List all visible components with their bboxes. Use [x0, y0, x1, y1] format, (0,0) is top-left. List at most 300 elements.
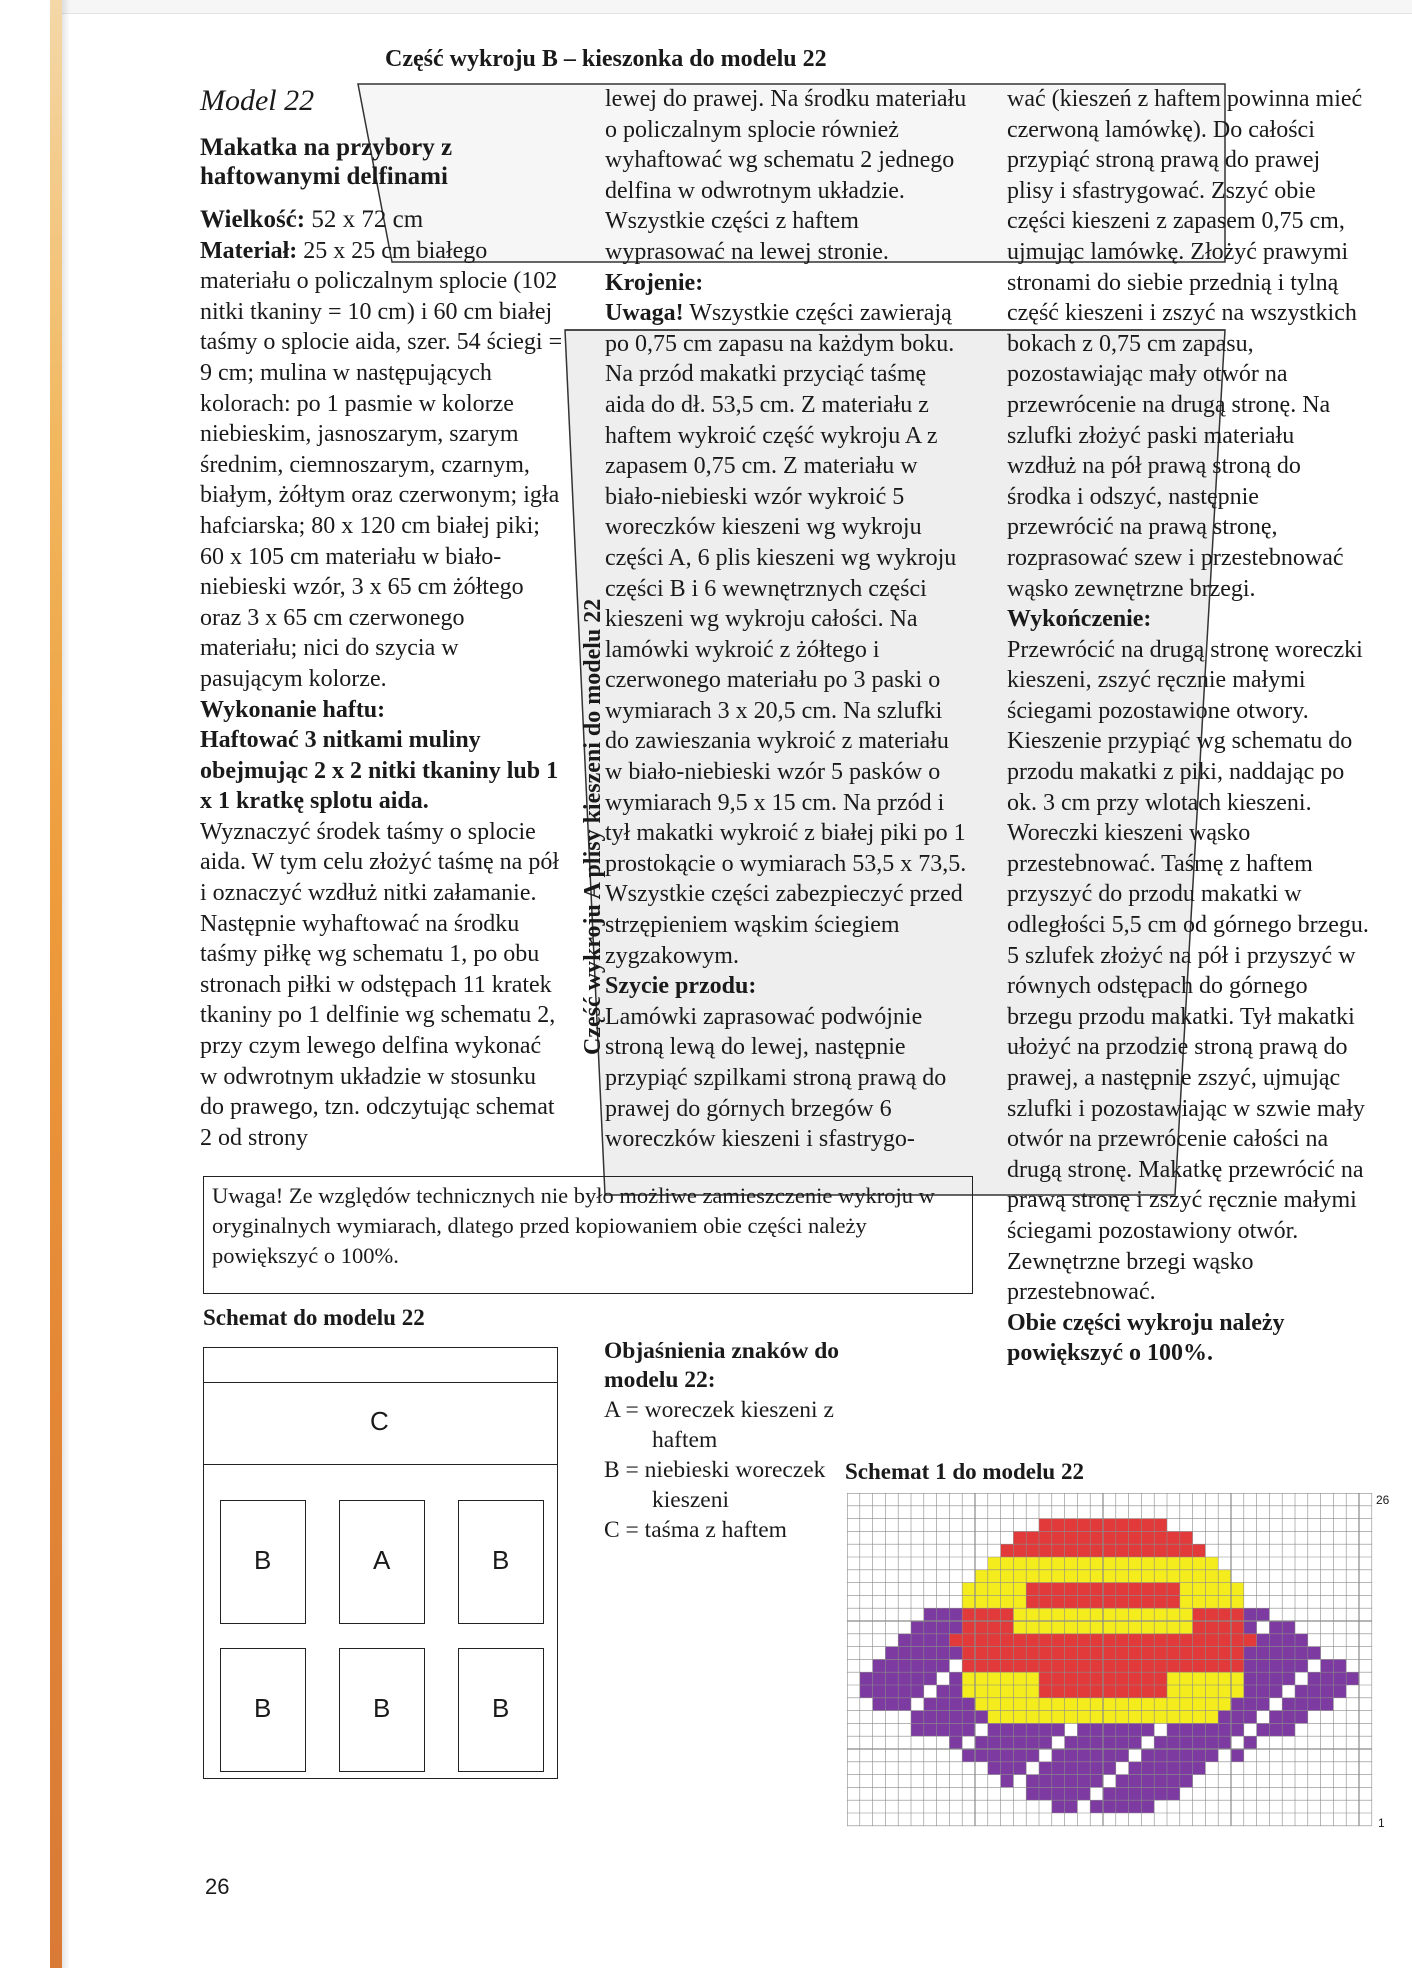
stitch-cell [975, 1621, 988, 1634]
stitch-cell [1052, 1672, 1065, 1685]
stitch-cell [1026, 1775, 1039, 1788]
stitch-cell [1026, 1659, 1039, 1672]
material-text: 25 x 25 cm białego materiału o policzalnym splocie (102 nitki tkaniny = 10 cm) i 60 cm białej taśmy o splocie aida, szer. 54 ściegi = 9 cm; mulina w następujących kolorach: po 1 pasmie w kolorze niebieskim, jasnoszarym, szarym średnim, ciemnoszarym, czarnym, białym, żółtym oraz czerwonym; igła hafciarska; 80 x 120 cm białej piki; 60 x 105 cm materiału w biało-niebieski wzór, 3 x 65 cm żółtego oraz 3 x 65 cm czerwonego materiału; nici do szycia w pasującym kolorze. [200, 237, 563, 692]
stitch-cell [1269, 1659, 1282, 1672]
stitch-cell [1090, 1698, 1103, 1711]
stitch-cell [1231, 1685, 1244, 1698]
stitch-cell [1205, 1698, 1218, 1711]
stitch-cell [1308, 1672, 1321, 1685]
stitch-cell [1231, 1698, 1244, 1711]
stitch-cell [1026, 1749, 1039, 1762]
stitch-cell [1039, 1698, 1052, 1711]
stitch-cell [1129, 1544, 1142, 1557]
stitch-cell [949, 1685, 962, 1698]
stitch-cell [1193, 1685, 1206, 1698]
stitch-cell [1193, 1723, 1206, 1736]
stitch-cell [1065, 1736, 1078, 1749]
stitch-cell [1039, 1519, 1052, 1532]
stitch-cell [1141, 1672, 1154, 1685]
legend [604, 1337, 874, 1545]
stitch-cell [1129, 1557, 1142, 1570]
stitch-cell [1026, 1647, 1039, 1660]
stitch-cell [1090, 1634, 1103, 1647]
stitch-cell [1244, 1634, 1257, 1647]
stitch-cell [1193, 1570, 1206, 1583]
stitch-cell [1193, 1672, 1206, 1685]
stitch-cell [1129, 1723, 1142, 1736]
stitch-cell [1129, 1621, 1142, 1634]
stitch-cell [1141, 1749, 1154, 1762]
stitch-cell [1052, 1519, 1065, 1532]
material-label: Materiał: [200, 237, 298, 264]
stitch-cell [1218, 1672, 1231, 1685]
stitch-cell [1052, 1659, 1065, 1672]
stitch-cell [975, 1736, 988, 1749]
stitch-cell [1141, 1647, 1154, 1660]
stitch-cell [1154, 1583, 1167, 1596]
stitch-cell [1039, 1621, 1052, 1634]
stitch-cell [1077, 1672, 1090, 1685]
stitch-cell [1321, 1659, 1334, 1672]
stitch-cell [1295, 1634, 1308, 1647]
stitch-cell [975, 1749, 988, 1762]
stitch-cell [1090, 1608, 1103, 1621]
stitch-cell [1090, 1659, 1103, 1672]
stitch-cell [1218, 1711, 1231, 1724]
stitch-cell [1231, 1621, 1244, 1634]
stitch-cell [1141, 1595, 1154, 1608]
stitch-cell [988, 1659, 1001, 1672]
stitch-cell [1193, 1595, 1206, 1608]
stitch-cell [1090, 1711, 1103, 1724]
stitch-cell [1116, 1544, 1129, 1557]
stitch-cell [924, 1647, 937, 1660]
stitch-cell [1116, 1647, 1129, 1660]
stitch-cell [911, 1685, 924, 1698]
stitch-cell [873, 1672, 886, 1685]
stitch-cell [1218, 1595, 1231, 1608]
stitch-cell [1065, 1519, 1078, 1532]
stitch-cell [1103, 1608, 1116, 1621]
stitch-cell [1257, 1698, 1270, 1711]
stitch-cell [1026, 1634, 1039, 1647]
stitch-cell [1257, 1647, 1270, 1660]
stitch-cell [1001, 1698, 1014, 1711]
stitch-cell [1065, 1672, 1078, 1685]
stitch-cell [1090, 1583, 1103, 1596]
stitch-cell [1103, 1685, 1116, 1698]
stitch-cell [1077, 1685, 1090, 1698]
stitch-cell [1154, 1621, 1167, 1634]
stitch-cell [1103, 1762, 1116, 1775]
stitch-cell [1205, 1749, 1218, 1762]
stitch-cell [1141, 1659, 1154, 1672]
stitch-cell [1039, 1634, 1052, 1647]
stitch-cell [1129, 1634, 1142, 1647]
stitch-cell [1116, 1595, 1129, 1608]
stitch-cell [873, 1685, 886, 1698]
stitch-cell [1090, 1647, 1103, 1660]
stitch-cell [1077, 1583, 1090, 1596]
stitch-cell [1103, 1621, 1116, 1634]
assembly-paragraph: wać (kieszeń z haftem powinna mieć czerwoną lamówkę). Do całości przypiąć stroną prawą do prawej plisy i sfastrygować. Zszyć obie części kieszeni z zapasem 0,75 cm, ujmując lamówkę. Złożyć prawymi stronami do siebie przednią i tylną część kieszeni i zszyć na wszystkich bokach z 0,75 cm zapasu, pozostawiając mały otwór na przewrócenie na drugą stronę. Na szlufki złożyć paski materiału wzdłuż na pół prawą stroną do środka i odszyć, następnie przewrócić na prawą stronę, rozprasować szew i przestebnować wąsko zewnętrzne brzegi. [1007, 86, 1363, 602]
stitch-cell [1116, 1800, 1129, 1813]
stitch-cell [1167, 1685, 1180, 1698]
stitch-cell [1077, 1762, 1090, 1775]
stitch-cell [937, 1621, 950, 1634]
stitch-cell [1167, 1659, 1180, 1672]
stitch-cell [1193, 1557, 1206, 1570]
stitch-cell [1129, 1800, 1142, 1813]
stitch-cell [1295, 1685, 1308, 1698]
stitch-cell [1218, 1570, 1231, 1583]
stitch-cell [1090, 1762, 1103, 1775]
stitch-cell [1013, 1583, 1026, 1596]
stitch-cell [1129, 1685, 1142, 1698]
stitch-cell [1116, 1672, 1129, 1685]
stitch-cell [988, 1583, 1001, 1596]
stitch-cell [1039, 1647, 1052, 1660]
stitch-cell [1193, 1762, 1206, 1775]
stitch-cell [1205, 1583, 1218, 1596]
stitch-cell [1026, 1621, 1039, 1634]
stitch-cell [1205, 1685, 1218, 1698]
size-line [200, 205, 564, 236]
stitch-cell [1231, 1749, 1244, 1762]
stitch-cell [962, 1595, 975, 1608]
model-title: Model 22 [200, 84, 315, 117]
stitch-cell [1116, 1659, 1129, 1672]
stitch-cell [1244, 1711, 1257, 1724]
stitch-cell [1141, 1519, 1154, 1532]
stitch-cell [1269, 1672, 1282, 1685]
stitch-cell [1116, 1775, 1129, 1788]
stitch-cell [1065, 1634, 1078, 1647]
stitch-cell [1231, 1583, 1244, 1596]
stitch-cell [898, 1672, 911, 1685]
stitch-cell [988, 1723, 1001, 1736]
stitch-cell [1154, 1749, 1167, 1762]
pattern-b-title: Część wykroju B – kieszonka do modelu 22 [385, 46, 827, 72]
column-1 [200, 133, 564, 1153]
stitch-cell [937, 1608, 950, 1621]
stitch-cell [1295, 1647, 1308, 1660]
stitch-cell [885, 1659, 898, 1672]
stitch-cell [1116, 1685, 1129, 1698]
stitch-cell [988, 1595, 1001, 1608]
stitch-cell [1167, 1762, 1180, 1775]
stitch-cell [1321, 1685, 1334, 1698]
stitch-cell [1052, 1608, 1065, 1621]
stitch-cell [911, 1634, 924, 1647]
stitch-cell [1282, 1659, 1295, 1672]
stitch-cell [1218, 1723, 1231, 1736]
stitch-cell [924, 1723, 937, 1736]
stitch-cell [1333, 1685, 1346, 1698]
stitch-cell [1231, 1608, 1244, 1621]
stitch-cell [1026, 1570, 1039, 1583]
stitch-cell [1001, 1595, 1014, 1608]
stitch-cell [937, 1723, 950, 1736]
stitch-cell [937, 1698, 950, 1711]
stitch-cell [1077, 1531, 1090, 1544]
stitch-cell [1039, 1723, 1052, 1736]
stitch-cell [962, 1634, 975, 1647]
stitch-cell [1141, 1583, 1154, 1596]
stitch-cell [1154, 1736, 1167, 1749]
stitch-cell [1103, 1659, 1116, 1672]
stitch-cell [1193, 1621, 1206, 1634]
stitch-cell [988, 1749, 1001, 1762]
stitch-cell [1116, 1698, 1129, 1711]
pocket-a: A [339, 1500, 425, 1624]
stitch-cell [1129, 1519, 1142, 1532]
pocket-b-5: B [458, 1648, 544, 1772]
stitch-cell [1039, 1762, 1052, 1775]
stitch-cell [1167, 1749, 1180, 1762]
stitch-cell [988, 1557, 1001, 1570]
stitch-cell [1167, 1698, 1180, 1711]
stitch-cell [1013, 1749, 1026, 1762]
stitch-cell [1103, 1519, 1116, 1532]
stitch-cell [1065, 1544, 1078, 1557]
stitch-cell [1167, 1570, 1180, 1583]
stitch-cell [1167, 1621, 1180, 1634]
stitch-cell [1205, 1608, 1218, 1621]
stitch-cell [1180, 1685, 1193, 1698]
pocket-b-3: B [220, 1648, 306, 1772]
stitch-cell [949, 1621, 962, 1634]
stitch-cell [1154, 1685, 1167, 1698]
stitch-cell [975, 1698, 988, 1711]
product-title: Makatka na przybory z haftowanymi delfinami [200, 134, 453, 190]
stitch-cell [860, 1685, 873, 1698]
stitch-cell [1039, 1570, 1052, 1583]
stitch-cell [975, 1711, 988, 1724]
stitch-cell [1077, 1621, 1090, 1634]
stitch-cell [949, 1698, 962, 1711]
stitch-cell [1180, 1608, 1193, 1621]
schema-top-band [204, 1348, 557, 1383]
stitch-cell [1103, 1736, 1116, 1749]
stitch-cell [1218, 1621, 1231, 1634]
stitch-cell [1308, 1647, 1321, 1660]
stitch-cell [1077, 1787, 1090, 1800]
stitch-cell [988, 1647, 1001, 1660]
stitch-cell [1141, 1634, 1154, 1647]
stitch-cell [1257, 1634, 1270, 1647]
stitch-cell [1013, 1723, 1026, 1736]
stitch-cell [1129, 1608, 1142, 1621]
stitch-cell [898, 1659, 911, 1672]
stitch-cell [1141, 1557, 1154, 1570]
stitch-cell [1039, 1595, 1052, 1608]
stitch-cell [949, 1634, 962, 1647]
stitch-cell [1116, 1608, 1129, 1621]
stitch-cell [1001, 1557, 1014, 1570]
stitch-cell [1180, 1634, 1193, 1647]
stitch-cell [1026, 1698, 1039, 1711]
stitch-cell [1001, 1749, 1014, 1762]
stitch-cell [1090, 1685, 1103, 1698]
stitch-cell [1167, 1775, 1180, 1788]
stitch-cell [924, 1634, 937, 1647]
stitch-cell [1052, 1749, 1065, 1762]
stitch-cell [1167, 1595, 1180, 1608]
stitch-cell [1001, 1711, 1014, 1724]
stitch-cell [1039, 1672, 1052, 1685]
stitch-cell [1065, 1659, 1078, 1672]
stitch-cell [1065, 1531, 1078, 1544]
stitch-cell [1141, 1723, 1154, 1736]
stitch-cell [1090, 1736, 1103, 1749]
stitch-cell [962, 1711, 975, 1724]
stitch-cell [1154, 1570, 1167, 1583]
material-paragraph [200, 236, 564, 695]
stitch-cell [1065, 1595, 1078, 1608]
stitch-cell [1141, 1531, 1154, 1544]
stitch-cell [1154, 1698, 1167, 1711]
stitch-cell [1141, 1544, 1154, 1557]
stitch-cell [962, 1608, 975, 1621]
stitch-cell [1141, 1787, 1154, 1800]
stitch-cell [1001, 1621, 1014, 1634]
stitch-cell [1116, 1621, 1129, 1634]
stitch-cell [1129, 1659, 1142, 1672]
stitch-cell [1052, 1698, 1065, 1711]
schema-title: Schemat do modelu 22 [203, 1305, 425, 1330]
stitch-cell [1077, 1736, 1090, 1749]
stitch-cell [1154, 1672, 1167, 1685]
stitch-cell [1103, 1583, 1116, 1596]
stitch-cell [1090, 1531, 1103, 1544]
stitch-cell [1116, 1787, 1129, 1800]
stitch-cell [1154, 1647, 1167, 1660]
stitch-cell [1154, 1531, 1167, 1544]
stitch-cell [1090, 1544, 1103, 1557]
stitch-cell [949, 1736, 962, 1749]
stitch-cell [1065, 1583, 1078, 1596]
stitch-cell [1013, 1531, 1026, 1544]
stitch-cell [1077, 1711, 1090, 1724]
stitch-cell [975, 1659, 988, 1672]
stitch-cell [1039, 1544, 1052, 1557]
stitch-cell [1193, 1608, 1206, 1621]
stitch-cell [1154, 1711, 1167, 1724]
grid-bottom-number: 1 [1378, 1816, 1385, 1830]
stitch-cell [911, 1672, 924, 1685]
stitch-cell [1039, 1685, 1052, 1698]
stitch-cell [988, 1698, 1001, 1711]
grid-title: Schemat 1 do modelu 22 [845, 1459, 1084, 1484]
stitch-cell [1167, 1711, 1180, 1724]
stitch-cell [1103, 1595, 1116, 1608]
stitch-cell [1116, 1557, 1129, 1570]
stitch-cell [911, 1711, 924, 1724]
stitch-cell [1065, 1570, 1078, 1583]
stitch-cell [1180, 1583, 1193, 1596]
stitch-cell [962, 1672, 975, 1685]
stitch-cell [1013, 1634, 1026, 1647]
stitch-cell [1052, 1557, 1065, 1570]
stitch-cell [1103, 1557, 1116, 1570]
sewing-heading: Szycie przodu: [605, 973, 757, 1000]
stitch-cell [1026, 1557, 1039, 1570]
stitch-cell [1321, 1698, 1334, 1711]
stitch-cell [1231, 1595, 1244, 1608]
stitch-cell [937, 1711, 950, 1724]
stitch-cell [898, 1698, 911, 1711]
stitch-cell [1039, 1736, 1052, 1749]
stitch-cell [1269, 1647, 1282, 1660]
stitch-cell [1205, 1659, 1218, 1672]
stitch-cell [1218, 1698, 1231, 1711]
stitch-cell [975, 1672, 988, 1685]
stitch-cell [1001, 1723, 1014, 1736]
stitch-cell [1129, 1672, 1142, 1685]
stitch-cell [1167, 1634, 1180, 1647]
stitch-cell [1077, 1544, 1090, 1557]
stitch-cell [1333, 1672, 1346, 1685]
stitch-cell [898, 1685, 911, 1698]
stitch-cell [1205, 1557, 1218, 1570]
stitch-cell [975, 1685, 988, 1698]
stitch-cell [1193, 1698, 1206, 1711]
stitch-cell [1193, 1647, 1206, 1660]
stitch-cell [1244, 1685, 1257, 1698]
stitch-cell [1154, 1634, 1167, 1647]
stitch-cell [1077, 1659, 1090, 1672]
stitch-cell [1193, 1659, 1206, 1672]
column-2 [605, 84, 967, 1155]
stitch-cell [1244, 1672, 1257, 1685]
legend-item-c: C = taśma z haftem [604, 1517, 787, 1543]
stitch-cell [1257, 1608, 1270, 1621]
stitch-cell [1282, 1711, 1295, 1724]
stitch-cell [1193, 1736, 1206, 1749]
stitch-cell [1282, 1647, 1295, 1660]
pocket-b-1: B [220, 1500, 306, 1624]
stitch-cell [1141, 1685, 1154, 1698]
stitch-cell [1141, 1621, 1154, 1634]
stitch-cell [1180, 1698, 1193, 1711]
stitch-cell [911, 1621, 924, 1634]
stitch-cell [962, 1685, 975, 1698]
stitch-cell [1052, 1762, 1065, 1775]
stitch-cell [1141, 1775, 1154, 1788]
stitch-cell [860, 1672, 873, 1685]
stitch-cell [1039, 1659, 1052, 1672]
stitch-cell [1090, 1723, 1103, 1736]
stitch-cell [1090, 1800, 1103, 1813]
stitch-cell [1052, 1595, 1065, 1608]
stitch-cell [1001, 1608, 1014, 1621]
stitch-cell [873, 1659, 886, 1672]
stitch-cell [1231, 1723, 1244, 1736]
stitch-cell [1180, 1557, 1193, 1570]
stitch-cell [1154, 1775, 1167, 1788]
stitch-cell [975, 1647, 988, 1660]
stitch-cell [1013, 1672, 1026, 1685]
stitch-cell [1065, 1762, 1078, 1775]
stitch-cell [949, 1647, 962, 1660]
stitch-cell [1167, 1787, 1180, 1800]
stitch-cell [1308, 1685, 1321, 1698]
stitch-cell [1103, 1749, 1116, 1762]
stitch-cell [1001, 1634, 1014, 1647]
stitch-cell [1052, 1544, 1065, 1557]
stitch-cell [1295, 1698, 1308, 1711]
